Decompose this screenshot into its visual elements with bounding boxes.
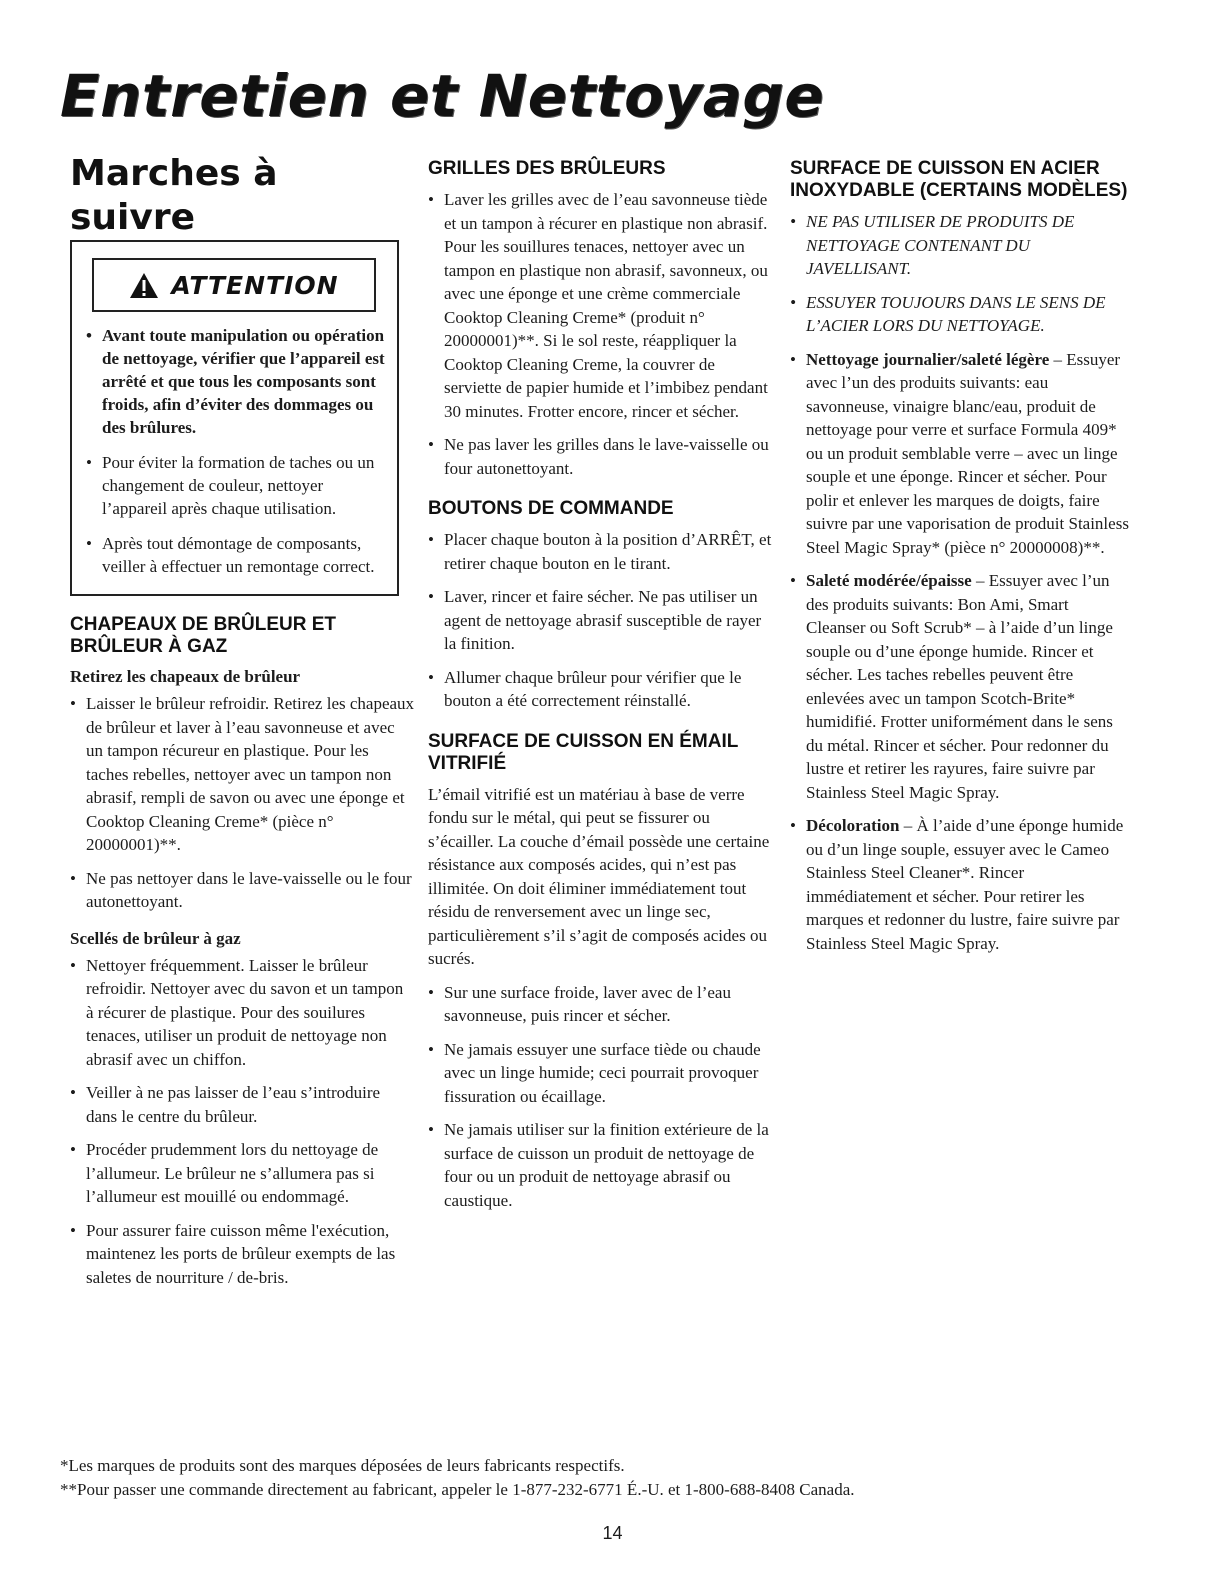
- item-label: Nettoyage journalier/saleté légère: [806, 349, 1050, 369]
- list-item: • ESSUYER TOUJOURS DANS LE SENS DE L’ACIER LORS DU NETTOYAGE.: [790, 291, 1130, 338]
- footnote: *Les marques de produits sont des marques déposées de leurs fabricants respectifs.: [60, 1456, 625, 1475]
- column-1: [70, 614, 415, 1307]
- attention-box: [70, 240, 399, 596]
- list-item: • Allumer chaque brûleur pour vérifier que le bouton a été correctement réinstallé.: [428, 666, 773, 713]
- list-item: • Veiller à ne pas laisser de l’eau s’introduire dans le centre du brûleur.: [70, 1081, 415, 1128]
- attention-item: • Avant toute manipulation ou opération de nettoyage, vérifier que l’appareil est arrêté et que tous les composants sont froids, afin d’éviter des dommages ou des brûlures.: [86, 324, 386, 439]
- list-item: • Ne jamais utiliser sur la finition extérieure de la surface de cuisson un produit de nettoyage de four ou un produit de nettoyage abrasif ou caustique.: [428, 1118, 773, 1212]
- section-burner-caps: [70, 614, 415, 1289]
- attention-label: ATTENTION: [171, 270, 339, 300]
- section-enamel: [428, 731, 773, 1213]
- list-item: • Laisser le brûleur refroidir. Retirez les chapeaux de brûleur et laver à l’eau savonneuse et avec un tampon récureur en plastique. Pour les taches rebelles, nettoyer avec un tampon non abrasif, rempli de savon ou avec une éponge et Cooktop Cleaning Creme* (pièce n° 20000001)**.: [70, 692, 415, 857]
- list-item: • Pour assurer faire cuisson même l'exécution, maintenez les ports de brûleur exempts de las saletes de nourriture / de-bris.: [70, 1219, 415, 1290]
- list-item: • Procéder prudemment lors du nettoyage de l’allumeur. Le brûleur ne s’allumera pas si l’allumeur est mouillé ou endommagé.: [70, 1138, 415, 1209]
- attention-item: • Après tout démontage de composants, veiller à effectuer un remontage correct.: [86, 532, 386, 578]
- list-item: [790, 814, 1130, 955]
- list-item: • Ne jamais essuyer une surface tiède ou chaude avec un linge humide; ceci pourrait provoquer fissuration ou écaillage.: [428, 1038, 773, 1109]
- section-heading: BOUTONS DE COMMANDE: [428, 498, 674, 519]
- steps-title: Marches à suivre: [70, 153, 278, 238]
- list: [790, 210, 1130, 955]
- paragraph: L’émail vitrifié est un matériau à base de verre fondu sur le métal, qui peut se fissurer ou s’écailler. La couche d’émail possède une certaine résistance aux composés acides, qui n’est pas illimitée. On doit éliminer immédiatement tout résidu de renversement avec un linge sec, particulièrement s’il s’agit de composés acides ou sucrés.: [428, 784, 770, 968]
- list-item: [790, 569, 1130, 804]
- page-number: 14: [602, 1523, 623, 1543]
- list: [428, 981, 773, 1213]
- column-3: [790, 158, 1130, 973]
- section-heading: GRILLES DES BRÛLEURS: [428, 158, 666, 179]
- list-item: • Laver les grilles avec de l’eau savonneuse tiède et un tampon à récurer en plastique non abrasif. Pour les souillures tenaces, nettoyer avec un tampon en plastique non abrasif, savonneux, ou avec une éponge et une crème commerciale Cooktop Cleaning Creme* (produit n° 20000001)**. Si le sol reste, réappliquer la Cooktop Cleaning Creme, la couvrer de serviette de papier humide et l’imbibez pendant 30 minutes. Frotter encore, rincer et sécher.: [428, 188, 773, 423]
- item-text: – À l’aide d’une éponge humide ou d’un linge souple, essuyer avec le Cameo Stainless Steel Cleaner*. Rincer immédiatement et sécher. Pour retirer les marques et redonner du lustre, faire suivre par Stainless Steel Magic Spray.: [806, 816, 1124, 953]
- section-grilles: [428, 158, 773, 480]
- subheading: Scellés de brûleur à gaz: [70, 928, 241, 948]
- list-item: • Ne pas nettoyer dans le lave-vaisselle ou le four autonettoyant.: [70, 867, 415, 914]
- page-title: Entretien et Nettoyage: [60, 62, 825, 130]
- attention-item: • Pour éviter la formation de taches ou un changement de couleur, nettoyer l’appareil après chaque utilisation.: [86, 451, 386, 520]
- list: [428, 188, 773, 480]
- column-2: [428, 158, 773, 1230]
- footnotes: [60, 1454, 1160, 1502]
- warning-triangle-icon: [129, 272, 159, 299]
- footnote: **Pour passer une commande directement au fabricant, appeler le 1-877-232-6771 É.-U. et 1-800-688-8408 Canada.: [60, 1480, 855, 1499]
- list-item: • Sur une surface froide, laver avec de l’eau savonneuse, puis rincer et sécher.: [428, 981, 773, 1028]
- attention-list: [86, 324, 386, 590]
- list: [428, 528, 773, 713]
- attention-header: [92, 258, 376, 312]
- list-item: • Laver, rincer et faire sécher. Ne pas utiliser un agent de nettoyage abrasif susceptible de rayer la finition.: [428, 585, 773, 656]
- list-item: • Placer chaque bouton à la position d’ARRÊT, et retirer chaque bouton en le tirant.: [428, 528, 773, 575]
- list-item: [790, 348, 1130, 560]
- section-stainless-steel: [790, 158, 1130, 955]
- list-item: • NE PAS UTILISER DE PRODUITS DE NETTOYAGE CONTENANT DU JAVELLISANT.: [790, 210, 1130, 281]
- section-knobs: [428, 498, 773, 713]
- section-heading: CHAPEAUX DE BRÛLEUR ET BRÛLEUR À GAZ: [70, 614, 337, 657]
- section-heading: SURFACE DE CUISSON EN ÉMAIL VITRIFIÉ: [428, 730, 739, 774]
- list-item: • Ne pas laver les grilles dans le lave-vaisselle ou four autonettoyant.: [428, 433, 773, 480]
- item-label: Saleté modérée/épaisse: [806, 571, 972, 590]
- item-text: – Essuyer avec l’un des produits suivants: Bon Ami, Smart Cleanser ou Soft Scrub* – à l’aide d’un linge souple ou d’une éponge humide. Rincer et sécher. Les taches rebelles peuvent être enlevées avec un tampon Scotch-Brite* humidifié. Frotter uniformément dans le sens du métal. Rincer et sécher. Pour redonner du lustre et retirer les rayures, faire suivre par Stainless Steel Magic Spray.: [806, 571, 1113, 802]
- item-label: Décoloration: [806, 816, 900, 835]
- section-heading: SURFACE DE CUISSON EN ACIER INOXYDABLE (CERTAINS MODÈLES): [790, 158, 1128, 201]
- subheading: Retirez les chapeaux de brûleur: [70, 667, 301, 686]
- list: [70, 954, 415, 1290]
- item-text: – Essuyer avec l’un des produits suivants: eau savonneuse, vinaigre blanc/eau, produit de nettoyage pour verre et surface Formula 409* ou un produit semblable verre – avec un linge souple et une éponge. Rincer et sécher. Pour polir et enlever les marques de doigts, faire suivre par une vaporisation de produit Stainless Steel Magic Spray* (pièce n° 20000008)**.: [806, 349, 1129, 557]
- list: [70, 692, 415, 914]
- list-item: • Nettoyer fréquemment. Laisser le brûleur refroidir. Nettoyer avec du savon et un tampon à récurer de plastique. Pour des souilures tenaces, utiliser un produit de nettoyage non abrasif avec un chiffon.: [70, 954, 415, 1072]
